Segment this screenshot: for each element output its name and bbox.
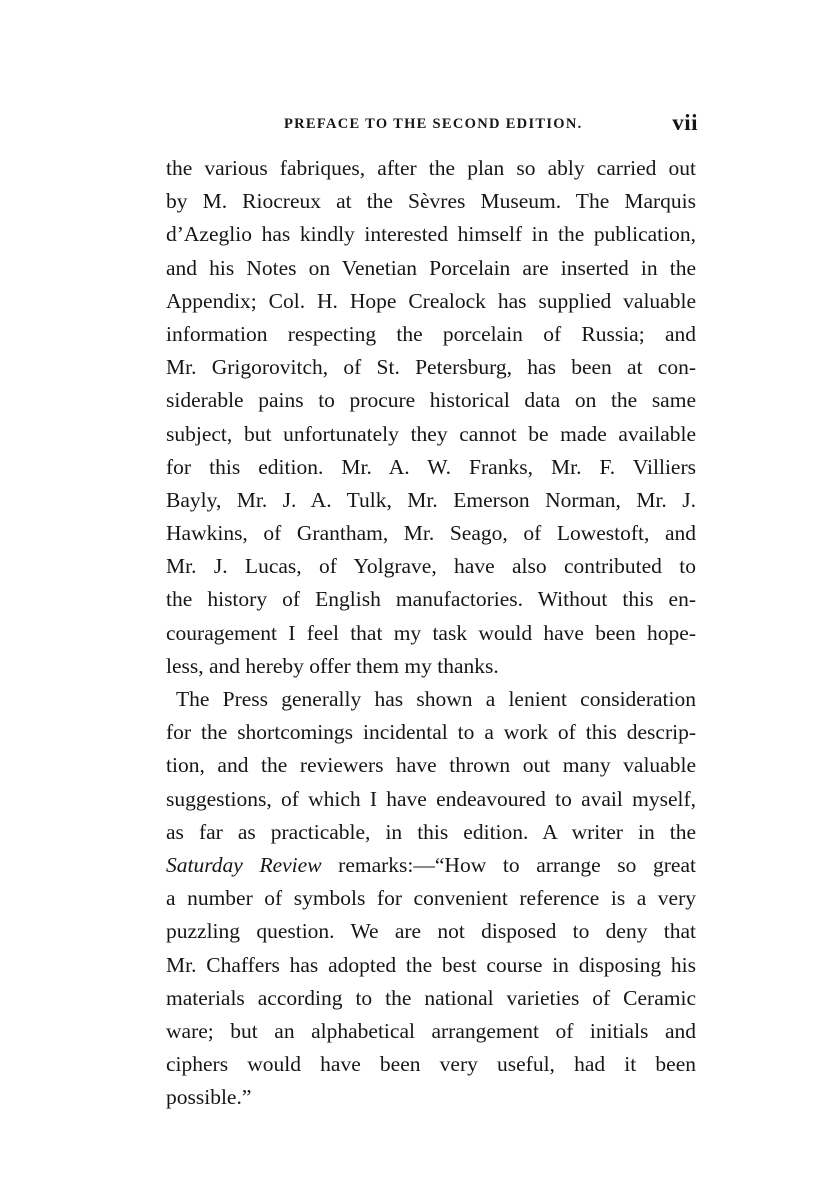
text-line: information respecting the porcelain of Russia; and xyxy=(166,321,696,346)
text-line: and his Notes on Venetian Porcelain are inserted in the xyxy=(166,255,696,280)
paragraph-2 xyxy=(166,683,696,1114)
periodical-title: Saturday Review xyxy=(166,852,322,877)
text-line: materials according to the national varieties of Ceramic xyxy=(166,985,696,1010)
text-line: possible.” xyxy=(166,1085,252,1110)
text-line: Mr. J. Lucas, of Yolgrave, have also contributed to xyxy=(166,554,696,579)
text-line: for this edition. Mr. A. W. Franks, Mr. F. Villiers xyxy=(166,454,696,479)
text-line: tion, and the reviewers have thrown out many valuable xyxy=(166,753,696,778)
text-line-with-title xyxy=(166,849,696,882)
text-line: less, and hereby offer them my thanks. xyxy=(166,653,499,678)
text-line: ciphers would have been very useful, had it been xyxy=(166,1052,696,1077)
text-line: siderable pains to procure historical data on the same xyxy=(166,388,696,413)
text-line: the various fabriques, after the plan so ably carried out xyxy=(166,156,696,180)
text-line: d’Azeglio has kindly interested himself in the publication, xyxy=(166,222,696,247)
text-line: for the shortcomings incidental to a work of this descrip- xyxy=(166,720,696,745)
text-line: Hawkins, of Grantham, Mr. Seago, of Lowestoft, and xyxy=(166,521,696,546)
text-line: Mr. Chaffers has adopted the best course in disposing his xyxy=(166,952,696,977)
paragraph-1 xyxy=(166,152,696,683)
text-line: Appendix; Col. H. Hope Crealock has supplied valuable xyxy=(166,288,696,313)
page-number: vii xyxy=(672,110,698,135)
text-line: a number of symbols for convenient reference is a very xyxy=(166,886,696,911)
running-head xyxy=(166,112,698,142)
text-line: by M. Riocreux at the Sèvres Museum. The Marquis xyxy=(166,189,696,214)
text-line: Bayly, Mr. J. A. Tulk, Mr. Emerson Norman, Mr. J. xyxy=(166,487,696,512)
text-line: couragement I feel that my task would have been hope- xyxy=(166,620,696,645)
text-line: suggestions, of which I have endeavoured to avail myself, xyxy=(166,786,696,811)
text-line: puzzling question. We are not disposed to deny that xyxy=(166,919,696,944)
text-line: as far as practicable, in this edition. A writer in the xyxy=(166,819,696,844)
text-line: Mr. Grigorovitch, of St. Petersburg, has been at con- xyxy=(166,355,696,380)
text-line: ware; but an alphabetical arrangement of initials and xyxy=(166,1018,696,1043)
text-line: The Press generally has shown a lenient consideration xyxy=(176,687,696,711)
running-head-title: PREFACE TO THE SECOND EDITION. xyxy=(284,116,583,132)
text-line: the history of English manufactories. Without this en- xyxy=(166,587,696,612)
text-line: subject, but unfortunately they cannot be made available xyxy=(166,421,696,446)
text-fragment: remarks:—“How to arrange so great xyxy=(321,852,696,877)
body-text xyxy=(166,152,696,1114)
